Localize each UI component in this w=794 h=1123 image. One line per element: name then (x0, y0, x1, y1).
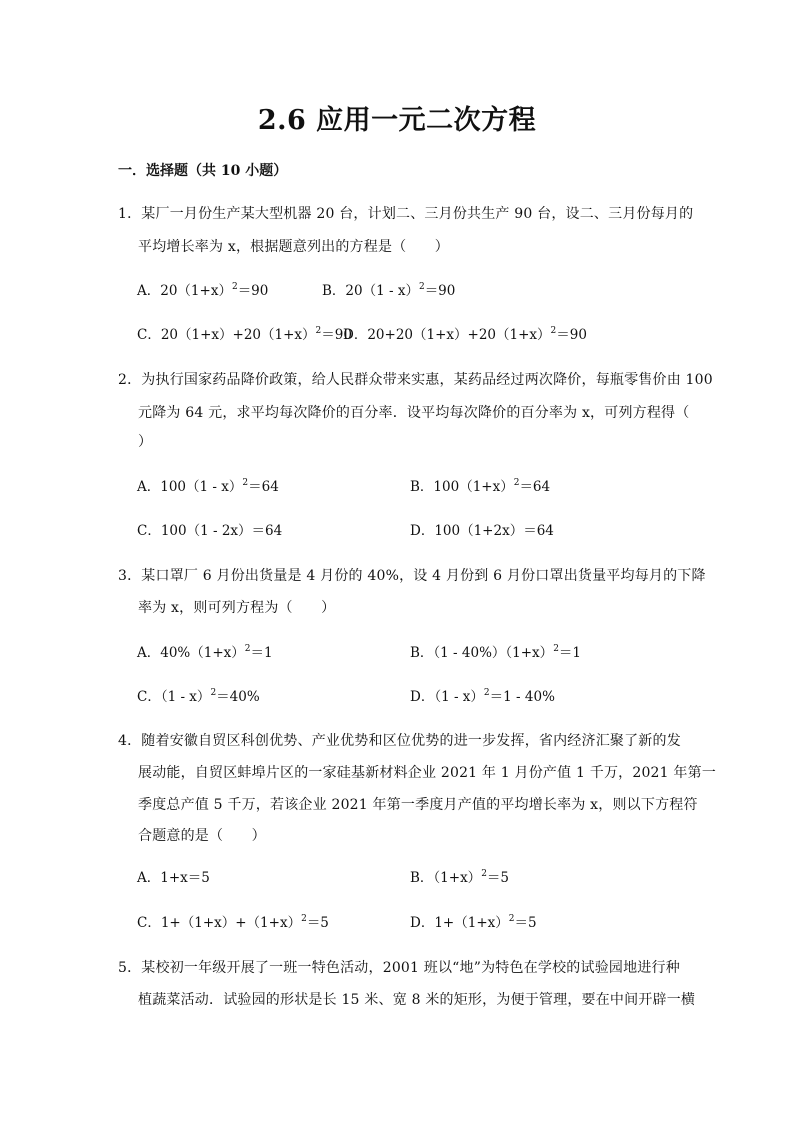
question-3-option-b[interactable]: B．$(1 - 40\%)(1+x)^2=1$ (410, 643, 582, 661)
section-heading: 一．选择题（共 10 小题） (118, 163, 288, 179)
question-5-line-2: 植蔬菜活动．试验园的形状是长 15 米、宽 8 米的矩形，为便于管理，要在中间开辟一横 (138, 992, 696, 1008)
question-1-option-a[interactable]: A．$20(1+x)^2=90$ (137, 281, 269, 299)
question-4-line-3: 季度总产值 5 千万，若该企业 2021 年第一季度月产值的平均增长率为 x，则以下方程符 (138, 797, 698, 813)
question-2-line-2: 元降为 64 元，求平均每次降价的百分率．设平均每次降价的百分率为 x，可列方程得（ (138, 405, 690, 421)
question-3-option-d[interactable]: D．（1 - x）$^2$＝1 - 40% (410, 687, 555, 705)
question-3-option-c[interactable]: C．（1 - x）$^2$＝40% (137, 687, 260, 705)
question-4-line-4: 合题意的是（ ） (138, 828, 266, 844)
question-2-line-3: ） (138, 434, 153, 450)
question-2-option-a[interactable]: A．100（1 - x）$^2$＝64 (137, 477, 279, 495)
question-4-option-a[interactable]: A．1+x＝5 (137, 870, 210, 886)
page-title: 2.6 应用一元二次方程 (257, 105, 537, 136)
question-2-line-1: 2．为执行国家药品降价政策，给人民群众带来实惠，某药品经过两次降价，每瓶零售价由 100 (118, 372, 713, 388)
question-3-line-1: 3．某口罩厂 6 月份出货量是 4 月份的 40%，设 4 月份到 6 月份口罩出货量平均每月的下降 (118, 568, 706, 584)
question-3-option-a[interactable]: A．$40\%(1+x)^2=1$ (137, 643, 273, 661)
question-2-option-d[interactable]: D．100（1+2x）＝64 (410, 523, 554, 539)
question-1-option-c[interactable]: C．$20(1+x)+20(1+x)^2=90$ (137, 325, 352, 343)
question-4-line-1: 4．随着安徽自贸区科创优势、产业优势和区位优势的进一步发挥，省内经济汇聚了新的发 (118, 733, 681, 749)
question-1-option-b[interactable]: B．20（1 - x）$^2$＝90 (322, 281, 456, 299)
question-4-line-2: 展动能，自贸区蚌埠片区的一家硅基新材料企业 2021 年 1 月份产值 1 千万，2021 年第一 (138, 765, 717, 781)
question-4-option-d[interactable]: D．$1+(1+x)^2=5$ (410, 913, 537, 931)
question-3-line-2: 率为 x，则可列方程为（ ） (138, 600, 336, 616)
question-2-option-c[interactable]: C．100（1 - 2x）＝64 (137, 523, 283, 539)
question-4-option-b[interactable]: B．$(1+x)^2=5$ (410, 868, 510, 886)
question-5-line-1: 5．某校初一年级开展了一班一特色活动，2001 班以“地”为特色在学校的试验园地进行种 (118, 960, 680, 976)
question-4-option-c[interactable]: C．$1+(1+x)+(1+x)^2=5$ (137, 913, 329, 931)
question-1-line-2: 平均增长率为 x，根据题意列出的方程是（ ） (138, 239, 449, 255)
question-2-option-b[interactable]: B．$100(1+x)^2=64$ (410, 477, 551, 495)
question-1-line-1: 1．某厂一月份生产某大型机器 20 台，计划二、三月份共生产 90 台，设二、三月份每月的 (118, 206, 694, 222)
question-1-option-d[interactable]: D．$20+20(1+x)+20(1+x)^2=90$ (343, 325, 587, 343)
